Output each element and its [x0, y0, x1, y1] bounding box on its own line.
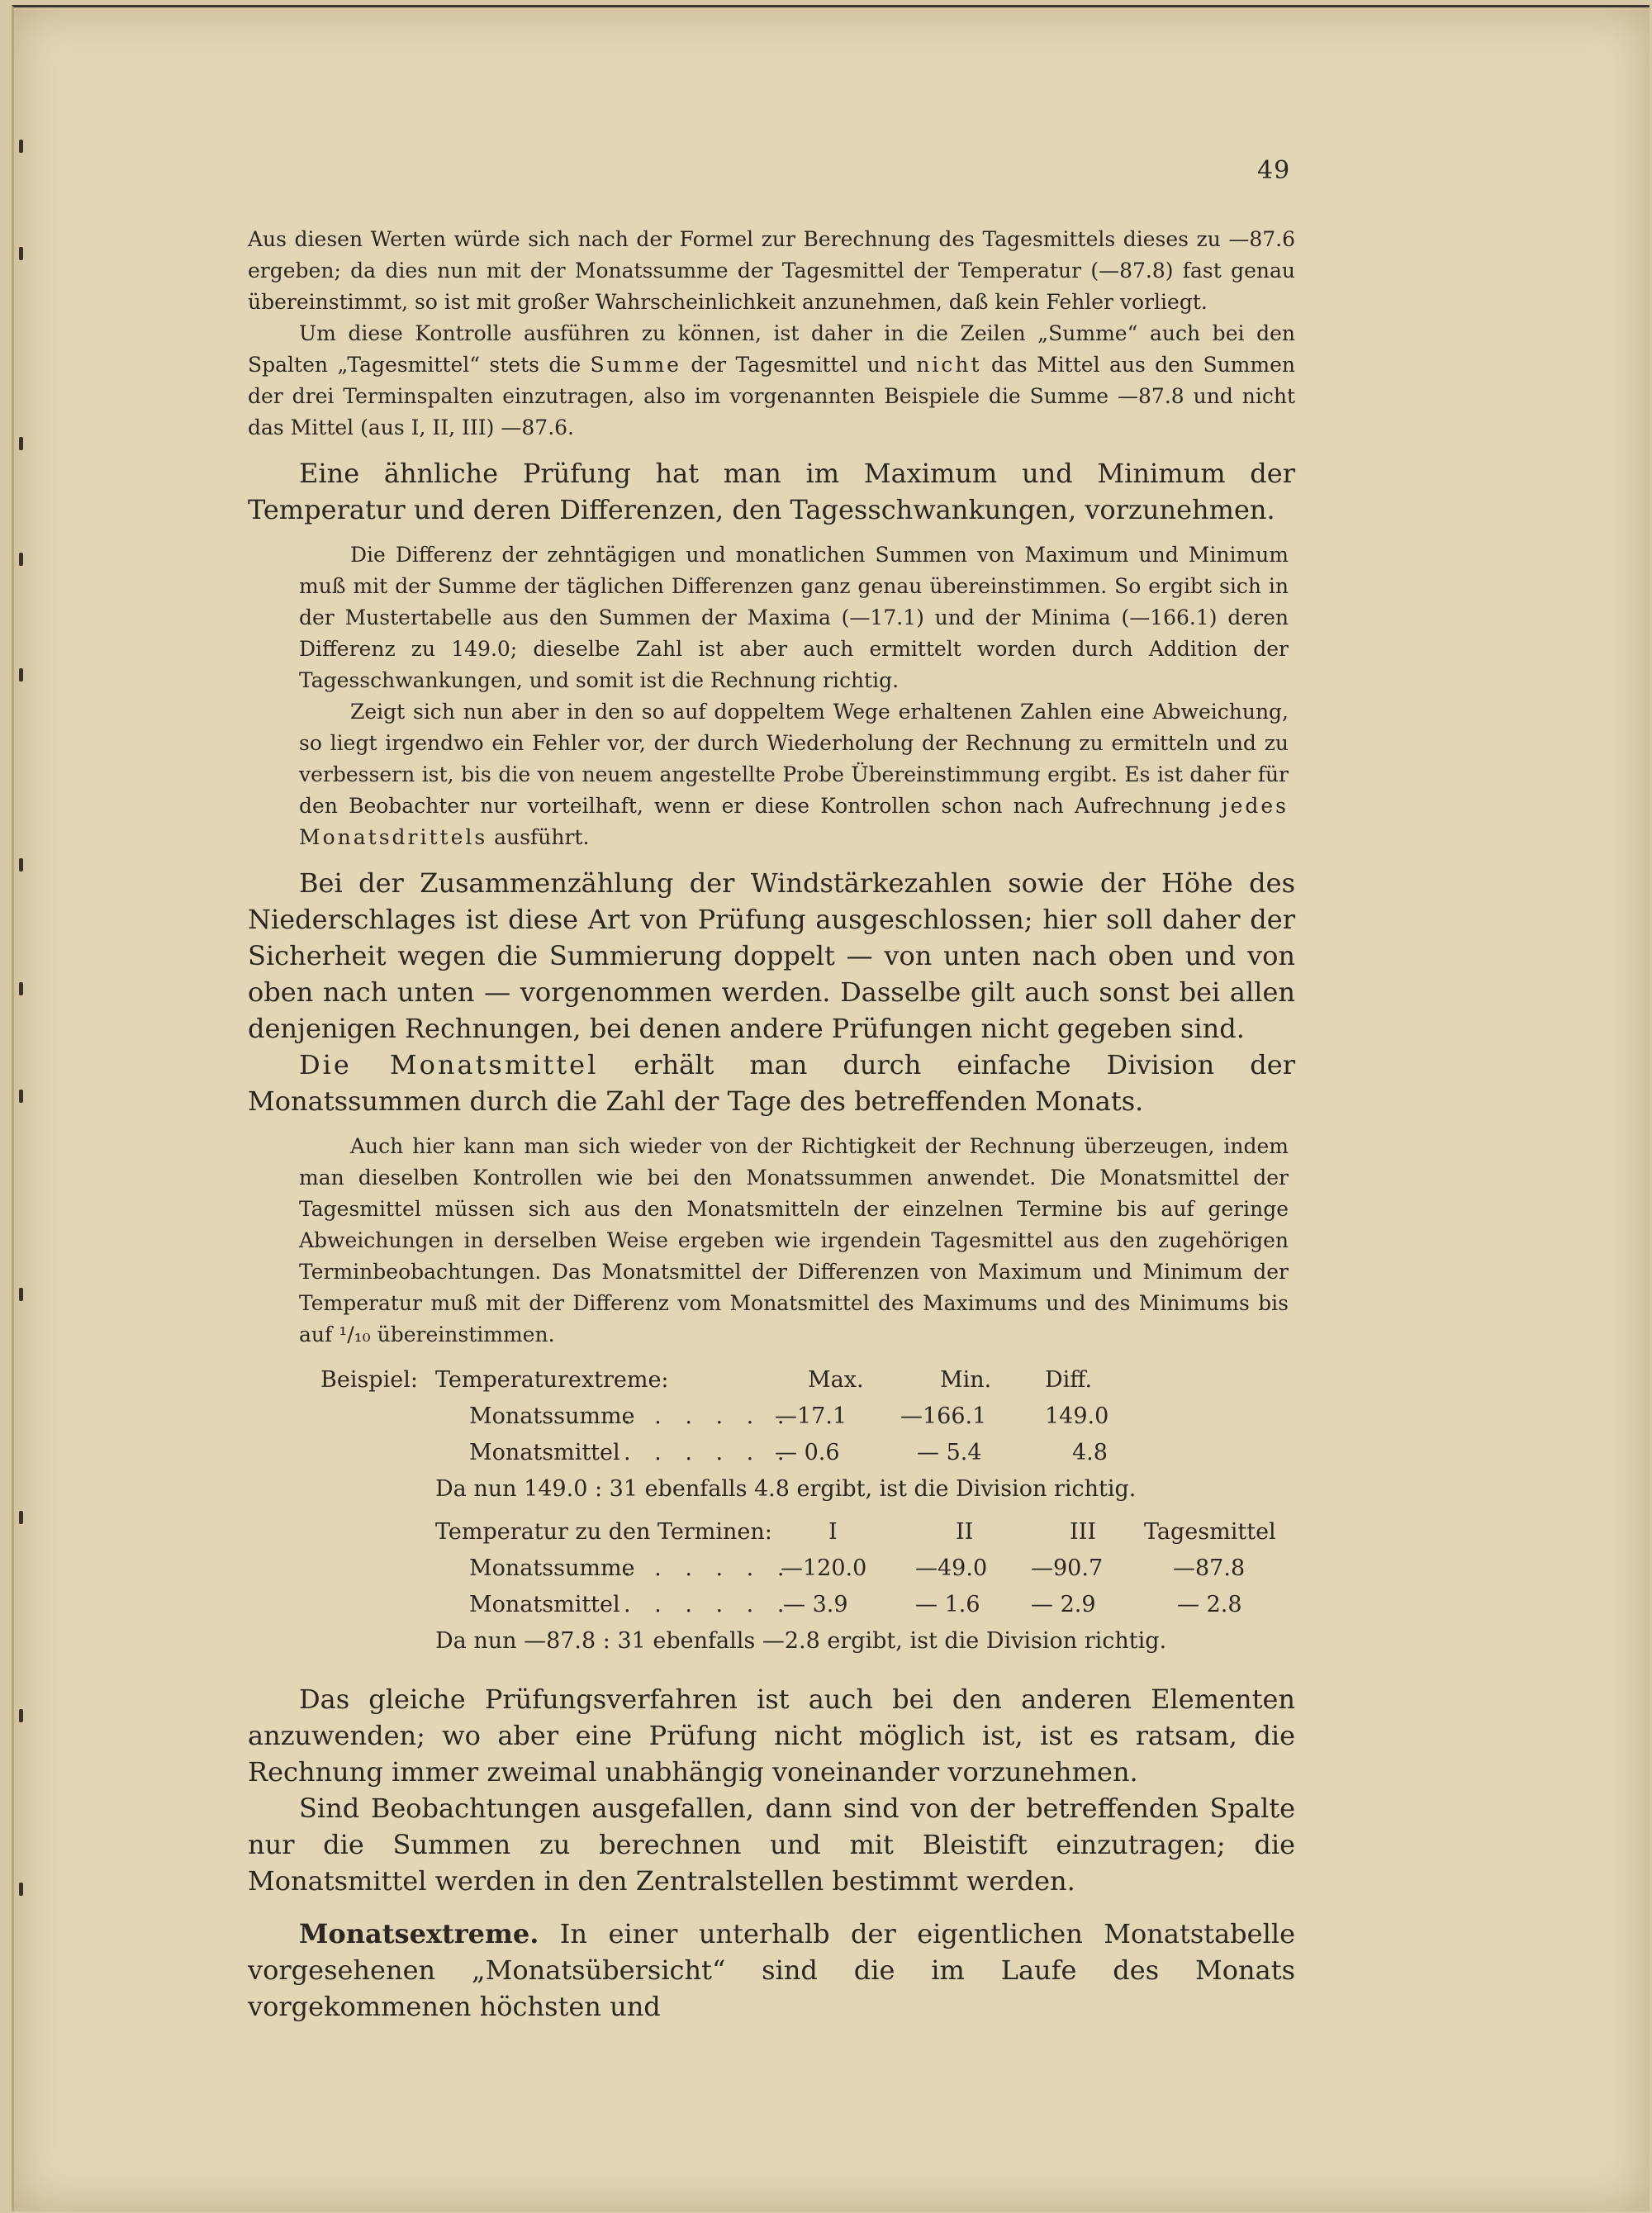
page-number: 49 — [1257, 156, 1291, 185]
example-title: Temperaturextreme: — [435, 1367, 669, 1393]
small-text-block-2 — [248, 539, 1295, 853]
paragraph: Monatsextreme. In einer unterhalb der eigentlichen Monatstabelle vorgesehenen „Monatsübersicht“ sind die im Laufe des Monats vorgekommenen höchsten und — [248, 1918, 1295, 2022]
binding-edge — [14, 7, 34, 2211]
paragraph: Die Differenz der zehntägigen und monatlichen Summen von Maximum und Minimum muß mit der Summe der täglichen Differenzen ganz genau übereinstimmen. So ergibt sich in der Mustertabelle aus den Summen der Maxima (—17.1) und der Minima (—166.1) deren Differenz zu 149.0; dieselbe Zahl ist aber auch ermittelt worden durch Addition der Tagesschwankungen, und somit ist die Rechnung richtig. — [299, 543, 1289, 692]
example-note: Da nun 149.0 : 31 ebenfalls 4.8 ergibt, ist die Division richtig. — [435, 1476, 1137, 1502]
example-title: Temperatur zu den Terminen: — [435, 1519, 772, 1545]
example-note: Da nun —87.8 : 31 ebenfalls —2.8 ergibt, ist die Division richtig. — [435, 1628, 1167, 1654]
main-text-block-3 — [248, 1681, 1295, 2025]
example-header — [248, 1367, 1295, 1403]
column-header: Max. — [808, 1367, 864, 1393]
paragraph: Auch hier kann man sich wieder von der Richtigkeit der Rechnung überzeugen, indem man dieselben Kontrollen wie bei den Monatssummen anwendet. Die Monatsmittel der Tagesmittel müssen sich aus den Monatsmitteln der einzelnen Termine bis auf geringe Abweichungen in derselben Weise ergeben wie irgendein Tagesmittel aus den zugehörigen Terminbeobachtungen. Das Monatsmittel der Differenzen von Maximum und Minimum der Temperatur muß mit der Differenz vom Monatsmittel des Maximums und des Minimums bis auf ¹/₁₀ übereinstimmen. — [299, 1134, 1289, 1346]
example-temperature-extremes — [248, 1367, 1295, 1513]
example-header — [248, 1519, 1295, 1555]
column-header: III — [1070, 1519, 1096, 1545]
paragraph: Sind Beobachtungen ausgefallen, dann sind von der betreffenden Spalte nur die Summen zu berechnen und mit Bleistift einzutragen; die Monatsmittel werden in den Zentralstellen bestimmt werden. — [248, 1793, 1295, 1897]
table-row: Monatsmittel . . . . . . — 0.6 — 5.4 4.8 — [469, 1440, 1108, 1465]
column-header: II — [956, 1519, 974, 1545]
main-text-block-1 — [248, 455, 1295, 528]
main-text-block-2 — [248, 865, 1295, 1119]
paragraph: Die Monatsmittel erhält man durch einfache Division der Monatssummen durch die Zahl der Tage des betreffenden Monats. — [248, 1049, 1295, 1117]
column-header: Min. — [940, 1367, 992, 1393]
column-header: Tagesmittel — [1144, 1519, 1276, 1545]
small-text-block-1 — [248, 224, 1295, 444]
example-temperature-terms — [248, 1519, 1295, 1664]
paragraph: Um diese Kontrolle ausführen zu können, ist daher in die Zeilen „Summe“ auch bei den Spalten „Tagesmittel“ stets die Summe der Tagesmittel und nicht das Mittel aus den Summen der drei Terminspalten einzutragen, also im vorgenannten Beispiele die Summe —87.8 und nicht das Mittel (aus I, II, III) —87.6. — [248, 321, 1295, 439]
small-text-block-3 — [248, 1131, 1295, 1351]
paragraph: Zeigt sich nun aber in den so auf doppeltem Wege erhaltenen Zahlen eine Abweichung, so liegt irgendwo ein Fehler vor, der durch Wiederholung der Rechnung zu ermitteln und zu verbessern ist, bis die von neuem angestellte Probe Übereinstimmung ergibt. Es ist daher für den Beobachter nur vorteilhaft, wenn er diese Kontrollen schon nach Aufrechnung jedes Monatsdrittels ausführt. — [299, 700, 1289, 849]
book-page — [12, 5, 1650, 2211]
paragraph: Aus diesen Werten würde sich nach der Formel zur Berechnung des Tagesmittels dieses zu —87.6 ergeben; da dies nun mit der Monatssumme der Tagesmittel der Temperatur (—87.8) fast genau übereinstimmt, so ist mit großer Wahrscheinlichkeit anzunehmen, daß kein Fehler vorliegt. — [248, 227, 1295, 314]
table-row: Monatssumme . . . . . . —17.1 —166.1 149.0 — [469, 1403, 1109, 1429]
paragraph: Bei der Zusammenzählung der Windstärkezahlen sowie der Höhe des Niederschlages ist diese Art von Prüfung ausgeschlossen; hier soll daher der Sicherheit wegen die Summierung doppelt — von unten nach oben und von oben nach unten — vorgenommen werden. Dasselbe gilt auch sonst bei allen denjenigen Rechnungen, bei denen andere Prüfungen nicht gegeben sind. — [248, 867, 1295, 1044]
table-row: Monatssumme . . . . . . —120.0 —49.0 —90.7 —87.8 — [469, 1555, 1246, 1581]
section-heading: Monatsextreme. — [299, 1918, 539, 1949]
column-header: I — [828, 1519, 838, 1545]
column-header: Diff. — [1045, 1367, 1093, 1393]
paragraph: Das gleiche Prüfungsverfahren ist auch bei den anderen Elementen anzuwenden; wo aber eine Prüfung nicht möglich ist, ist es ratsam, die Rechnung immer zweimal unabhängig voneinander vorzunehmen. — [248, 1683, 1295, 1788]
example-label: Beispiel: — [320, 1367, 418, 1393]
paragraph: Eine ähnliche Prüfung hat man im Maximum und Minimum der Temperatur und deren Differenzen, den Tagesschwankungen, vorzunehmen. — [248, 458, 1295, 525]
page-content — [248, 224, 1295, 2025]
table-row: Monatsmittel . . . . . . — 3.9 — 1.6 — 2.9 — 2.8 — [469, 1592, 1242, 1617]
